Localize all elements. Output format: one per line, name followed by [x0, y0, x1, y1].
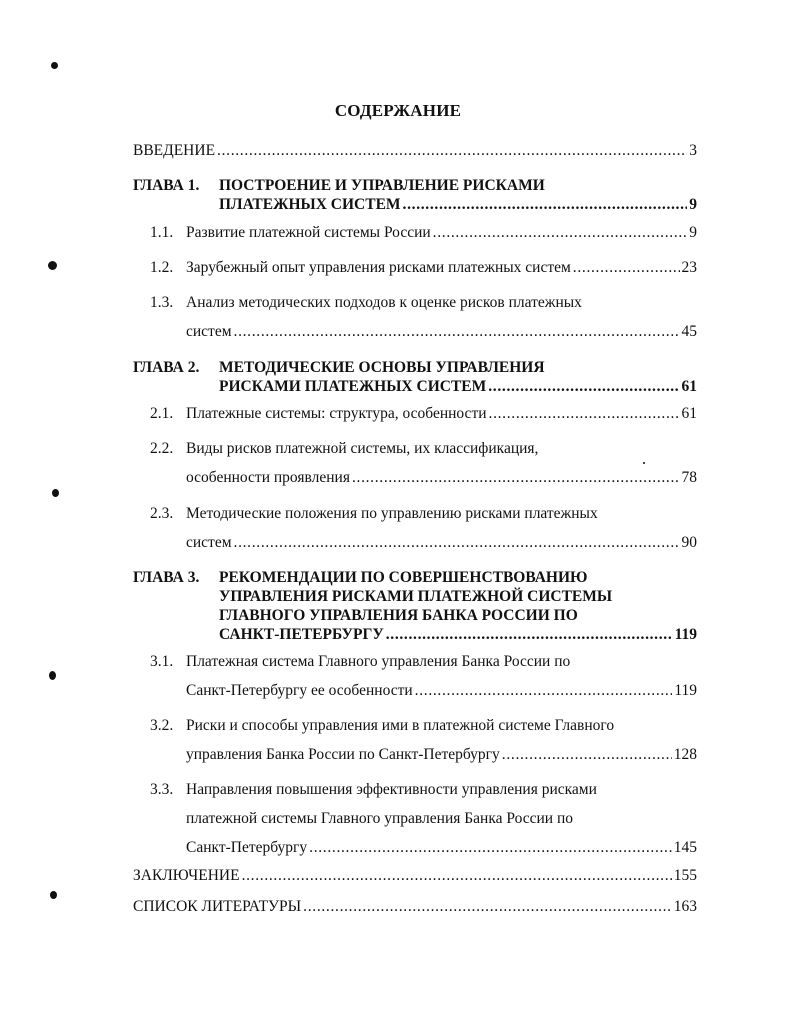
- dot-leader: [303, 898, 672, 916]
- dot-leader: [433, 224, 688, 242]
- chapter-title-line: РИСКАМИ ПЛАТЕЖНЫХ СИСТЕМ: [219, 378, 487, 395]
- binder-hole-1: [51, 62, 58, 69]
- section-text: Зарубежный опыт управления рисками платежных систем: [186, 259, 571, 276]
- chapter-number: ГЛАВА 2.: [133, 359, 200, 376]
- toc-entry-intro: [133, 142, 697, 160]
- section-number: 3.3.: [150, 781, 174, 798]
- section-row: [186, 534, 697, 552]
- binder-hole-2: [48, 261, 57, 270]
- section-number: 2.3.: [150, 505, 174, 522]
- section-page: 90: [681, 534, 697, 551]
- binder-hole-4: [49, 671, 56, 680]
- section-number: 1.2.: [150, 259, 174, 276]
- section-text: Анализ методических подходов к оценке рисков платежных: [186, 294, 582, 311]
- section-row: [186, 405, 697, 423]
- section-number: 3.2.: [150, 717, 174, 734]
- section-row: [186, 746, 697, 764]
- section-page: 78: [681, 469, 697, 486]
- chapter-page: 9: [689, 196, 697, 213]
- chapter-number: ГЛАВА 3.: [133, 569, 200, 586]
- section-text: Развитие платежной системы России: [186, 224, 431, 241]
- section-text: Санкт-Петербургу: [186, 839, 308, 856]
- section-number: 1.1.: [150, 224, 174, 241]
- section-text: Виды рисков платежной системы, их классификация,: [186, 440, 539, 457]
- chapter-title-row: [219, 196, 697, 214]
- chapter-title-line: ГЛАВНОГО УПРАВЛЕНИЯ БАНКА РОССИИ ПО: [219, 607, 578, 624]
- section-page: 119: [674, 682, 697, 699]
- chapter-title-row: [219, 626, 697, 644]
- chapter-page: 119: [674, 626, 697, 643]
- section-text: Платежная система Главного управления Банка России по: [186, 653, 571, 670]
- chapter-title-row: [219, 378, 697, 396]
- section-text: систем: [186, 534, 232, 551]
- dot-leader: [309, 839, 672, 857]
- references-label: СПИСОК ЛИТЕРАТУРЫ: [133, 898, 302, 915]
- chapter-title-line: ПОСТРОЕНИЕ И УПРАВЛЕНИЕ РИСКАМИ: [219, 177, 545, 194]
- section-row: [186, 682, 697, 700]
- section-row: [186, 259, 697, 277]
- section-text: систем: [186, 323, 232, 340]
- section-number: 2.1.: [150, 405, 174, 422]
- dot-leader: [488, 378, 679, 396]
- chapter-title-line: РЕКОМЕНДАЦИИ ПО СОВЕРШЕНСТВОВАНИЮ: [219, 569, 588, 586]
- dot-leader: [242, 867, 672, 885]
- conclusion-label: ЗАКЛЮЧЕНИЕ: [133, 867, 240, 884]
- dot-leader: [415, 682, 673, 700]
- binder-hole-5: [50, 891, 57, 899]
- dot-leader: [352, 469, 680, 487]
- chapter-page: 61: [681, 378, 697, 395]
- section-text: особенности проявления: [186, 469, 350, 486]
- dot-leader: [234, 534, 680, 552]
- section-text: Платежные системы: структура, особенности: [186, 405, 487, 422]
- dot-leader: [217, 142, 687, 160]
- section-page: 145: [673, 839, 697, 856]
- dot-leader: [234, 323, 680, 341]
- section-text: Риски и способы управления ими в платежной системе Главного: [186, 717, 615, 734]
- references-page: 163: [673, 898, 697, 915]
- chapter-title-line: САНКТ-ПЕТЕРБУРГУ: [219, 626, 384, 643]
- section-number: 2.2.: [150, 440, 174, 457]
- chapter-title-line: ПЛАТЕЖНЫХ СИСТЕМ: [219, 196, 401, 213]
- conclusion-page: 155: [673, 867, 697, 884]
- toc-entry-conclusion: [133, 867, 697, 885]
- dot-leader: [573, 259, 680, 277]
- section-page: 9: [689, 224, 697, 241]
- section-row: [186, 323, 697, 341]
- section-page: 128: [673, 746, 697, 763]
- dot-leader: [403, 196, 688, 214]
- section-row: [186, 839, 697, 857]
- chapter-title-line: УПРАВЛЕНИЯ РИСКАМИ ПЛАТЕЖНОЙ СИСТЕМЫ: [219, 588, 613, 605]
- chapter-title-line: МЕТОДИЧЕСКИЕ ОСНОВЫ УПРАВЛЕНИЯ: [219, 359, 545, 376]
- section-page: 45: [681, 323, 697, 340]
- section-page: 23: [681, 259, 697, 276]
- section-number: 1.3.: [150, 294, 174, 311]
- section-text: платежной системы Главного управления Банка России по: [186, 810, 574, 827]
- intro-label: ВВЕДЕНИЕ: [133, 142, 216, 159]
- chapter-number: ГЛАВА 1.: [133, 177, 200, 194]
- section-text: Направления повышения эффективности управления рисками: [186, 781, 597, 798]
- section-text: Санкт-Петербургу ее особенности: [186, 682, 413, 699]
- speck: [643, 462, 645, 464]
- section-page: 61: [681, 405, 697, 422]
- intro-page: 3: [689, 142, 697, 159]
- dot-leader: [489, 405, 680, 423]
- binder-hole-3: [52, 489, 59, 497]
- toc-entry-references: [133, 898, 697, 916]
- dot-leader: [386, 626, 673, 644]
- section-text: Методические положения по управлению рисками платежных: [186, 505, 598, 522]
- section-number: 3.1.: [150, 653, 174, 670]
- section-row: [186, 469, 697, 487]
- section-row: [186, 224, 697, 242]
- toc-title: СОДЕРЖАНИЕ: [334, 101, 462, 120]
- dot-leader: [502, 746, 672, 764]
- section-text: управления Банка России по Санкт-Петербургу: [186, 746, 500, 763]
